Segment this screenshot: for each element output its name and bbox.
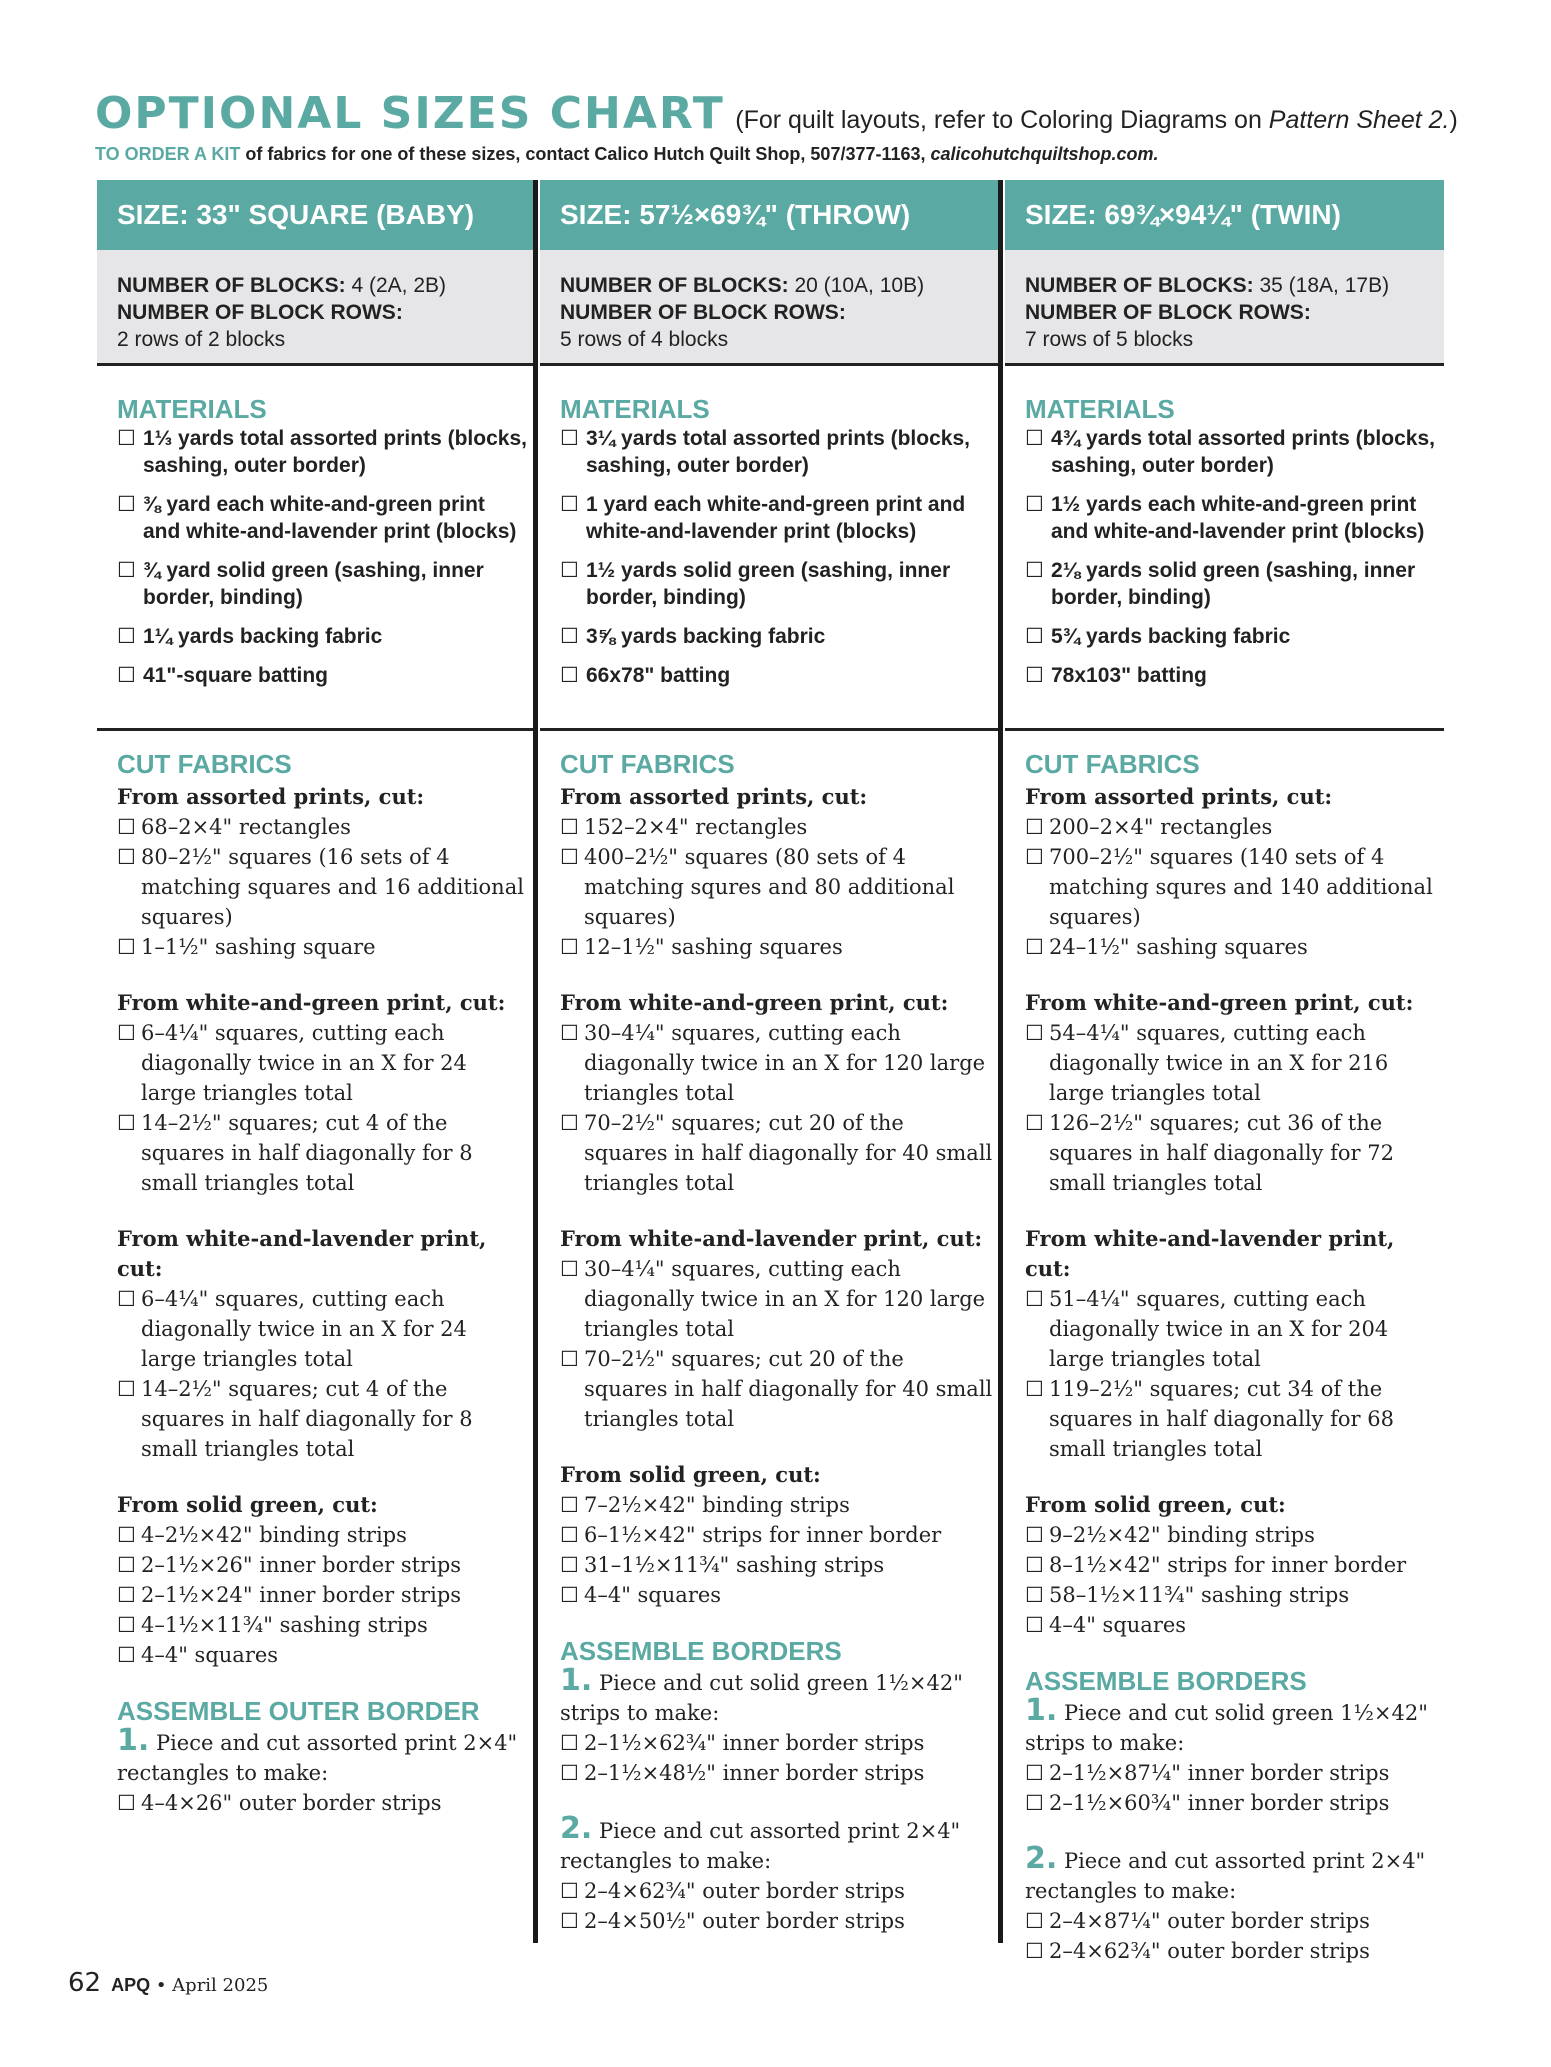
cut-item: [117, 1108, 533, 1198]
checkbox-icon[interactable]: ☐: [117, 1287, 136, 1311]
checkbox-icon[interactable]: ☐: [1025, 1939, 1044, 1963]
page-number: 62: [68, 1968, 102, 1998]
cut-item-text: 70–2½" squares; cut 20 of the squares in half diagonally for 40 small triangles total: [584, 1111, 993, 1195]
assemble-step: [540, 1663, 999, 1788]
step-number: 1.: [117, 1723, 150, 1758]
cut-item: [560, 1490, 999, 1520]
checkbox-icon[interactable]: ☐: [117, 625, 136, 648]
step-item: [560, 1758, 999, 1788]
cut-item-text: 54–4¼" squares, cutting each diagonally twice in an X for 216 large triangles total: [1049, 1021, 1389, 1105]
checkbox-icon[interactable]: ☐: [1025, 1613, 1044, 1637]
cut-item-text: 6–1½×42" strips for inner border: [584, 1523, 942, 1547]
cut-group: [1005, 988, 1444, 1198]
step-item-text: 2–4×87¼" outer border strips: [1049, 1909, 1370, 1933]
cut-item-text: 9–2½×42" binding strips: [1049, 1523, 1315, 1547]
size-header: SIZE: 69¾×94¼" (TWIN): [1005, 180, 1444, 250]
step-text: Piece and cut assorted print 2×4" rectangles to make:: [560, 1819, 961, 1873]
cut-group: [540, 988, 999, 1198]
step-number: 2.: [1025, 1841, 1058, 1876]
cut-item: [1025, 1520, 1444, 1550]
cut-item: [560, 1550, 999, 1580]
cut-item: [1025, 812, 1444, 842]
step-number: 2.: [560, 1811, 593, 1846]
cut-fabrics-section: [97, 731, 533, 1818]
page-title: OPTIONAL SIZES CHART: [95, 88, 725, 139]
checkbox-icon[interactable]: ☐: [1025, 845, 1044, 869]
cut-item: [1025, 842, 1444, 932]
cut-item-text: 68–2×4" rectangles: [141, 815, 351, 839]
cut-item-text: 2–1½×26" inner border strips: [141, 1553, 462, 1577]
checkbox-icon[interactable]: ☐: [1025, 664, 1044, 687]
cut-item-text: 4–4" squares: [141, 1643, 279, 1667]
cut-item: [117, 1284, 533, 1374]
assemble-title: ASSEMBLE BORDERS: [560, 1636, 842, 1666]
cut-item-text: 4–4" squares: [1049, 1613, 1187, 1637]
material-item: [117, 623, 533, 650]
cut-item-text: 4–1½×11¾" sashing strips: [141, 1613, 428, 1637]
checkbox-icon[interactable]: ☐: [560, 1347, 579, 1371]
order-kit-text: of fabrics for one of these sizes, contact Calico Hutch Quilt Shop, 507/377-1163,: [240, 144, 931, 164]
material-item: [560, 662, 999, 689]
step-item: [117, 1788, 533, 1818]
step-number: 1.: [1025, 1693, 1058, 1728]
checkbox-icon[interactable]: ☐: [1025, 1791, 1044, 1815]
step-item-text: 2–4×62¾" outer border strips: [584, 1879, 905, 1903]
checkbox-icon[interactable]: ☐: [560, 1257, 579, 1281]
material-text: 4¾ yards total assorted prints (blocks, sashing, outer border): [1051, 427, 1435, 477]
cut-item: [560, 1344, 999, 1434]
materials-title: MATERIALS: [1025, 394, 1175, 424]
cut-item: [560, 812, 999, 842]
cut-item-text: 14–2½" squares; cut 4 of the squares in half diagonally for 8 small triangles total: [141, 1377, 473, 1461]
block-count-value: 35 (18A, 17B): [1253, 274, 1390, 297]
cut-item-text: 4–4" squares: [584, 1583, 722, 1607]
step-item-text: 2–1½×62¾" inner border strips: [584, 1731, 925, 1755]
checkbox-icon[interactable]: ☐: [560, 935, 579, 959]
step-item: [560, 1876, 999, 1906]
checkbox-icon[interactable]: ☐: [1025, 625, 1044, 648]
material-text: 78x103" batting: [1051, 664, 1207, 687]
step-item: [1025, 1906, 1444, 1936]
cut-item-text: 119–2½" squares; cut 34 of the squares in half diagonally for 68 small triangles total: [1049, 1377, 1394, 1461]
cut-group-heading: From white-and-lavender print, cut:: [117, 1226, 487, 1281]
checkbox-icon[interactable]: ☐: [117, 845, 136, 869]
cut-item: [117, 812, 533, 842]
step-text: Piece and cut solid green 1½×42" strips to make:: [1025, 1701, 1428, 1755]
cut-group: [97, 988, 533, 1198]
step-item-text: 2–1½×87¼" inner border strips: [1049, 1761, 1390, 1785]
cut-group-heading: From white-and-green print, cut:: [117, 990, 506, 1015]
assemble-step: [1005, 1693, 1444, 1818]
material-text: ¾ yard solid green (sashing, inner border, binding): [143, 559, 484, 609]
material-text: 66x78" batting: [586, 664, 731, 687]
step-item-text: 2–1½×60¾" inner border strips: [1049, 1791, 1390, 1815]
material-item: [1025, 557, 1444, 611]
material-text: 41"-square batting: [143, 664, 328, 687]
checkbox-icon[interactable]: ☐: [117, 935, 136, 959]
title-note: [735, 106, 1458, 134]
column-twin: [1005, 180, 1444, 1992]
cut-item-text: 2–1½×24" inner border strips: [141, 1583, 462, 1607]
material-text: 1 yard each white-and-green print and white-and-lavender print (blocks): [586, 493, 966, 543]
cut-group: [540, 1224, 999, 1434]
block-rows-label: NUMBER OF BLOCK ROWS:: [117, 301, 403, 324]
cut-group: [97, 1224, 533, 1464]
cut-item-text: 400–2½" squares (80 sets of 4 matching squres and 80 additional squares): [584, 845, 955, 929]
cut-group-heading: From white-and-green print, cut:: [1025, 990, 1414, 1015]
cut-item-text: 12–1½" sashing squares: [584, 935, 843, 959]
material-text: 1½ yards solid green (sashing, inner border, binding): [586, 559, 951, 609]
material-item: [560, 557, 999, 611]
step-instruction: [560, 1663, 999, 1728]
checkbox-icon[interactable]: ☐: [117, 664, 136, 687]
cut-group-heading: From assorted prints, cut:: [117, 784, 425, 809]
cut-item-text: 4–2½×42" binding strips: [141, 1523, 407, 1547]
assemble-title: ASSEMBLE OUTER BORDER: [117, 1696, 480, 1726]
step-instruction: [1025, 1841, 1444, 1906]
material-text: ⅜ yard each white-and-green print and white-and-lavender print (blocks): [143, 493, 517, 543]
step-text: Piece and cut assorted print 2×4" rectangles to make:: [1025, 1849, 1426, 1903]
cut-item-text: 200–2×4" rectangles: [1049, 815, 1273, 839]
cut-item: [117, 1580, 533, 1610]
checkbox-icon[interactable]: ☐: [560, 1731, 579, 1755]
assemble-title: ASSEMBLE BORDERS: [1025, 1666, 1307, 1696]
step-item: [1025, 1758, 1444, 1788]
block-count-panel: [97, 250, 533, 366]
step-item: [1025, 1936, 1444, 1966]
cut-item-text: 24–1½" sashing squares: [1049, 935, 1308, 959]
cut-group: [1005, 1490, 1444, 1640]
step-text: Piece and cut assorted print 2×4" rectangles to make:: [117, 1731, 518, 1785]
assemble-step: [540, 1811, 999, 1936]
cut-item: [117, 1610, 533, 1640]
column-throw: [540, 180, 999, 1962]
step-item-text: 2–4×62¾" outer border strips: [1049, 1939, 1370, 1963]
checkbox-icon[interactable]: ☐: [560, 1879, 579, 1903]
material-text: 1½ yards each white-and-green print and white-and-lavender print (blocks): [1051, 493, 1425, 543]
step-instruction: [117, 1723, 533, 1788]
materials-section: [540, 366, 999, 731]
title-note-text: (For quilt layouts, refer to Coloring Diagrams on: [735, 106, 1269, 134]
cut-item-text: 58–1½×11¾" sashing strips: [1049, 1583, 1350, 1607]
checkbox-icon[interactable]: ☐: [117, 427, 136, 450]
checkbox-icon[interactable]: ☐: [1025, 1111, 1044, 1135]
cut-item: [1025, 1284, 1444, 1374]
cut-fabrics-section: [1005, 731, 1444, 1966]
block-count-panel: [540, 250, 999, 366]
checkbox-icon[interactable]: ☐: [117, 815, 136, 839]
cut-group-heading: From assorted prints, cut:: [1025, 784, 1333, 809]
material-item: [560, 491, 999, 545]
cut-item: [560, 842, 999, 932]
cut-item-text: 152–2×4" rectangles: [584, 815, 808, 839]
cut-item: [117, 842, 533, 932]
cut-group: [540, 1460, 999, 1610]
cut-group-heading: From white-and-lavender print, cut:: [560, 1226, 983, 1251]
step-text: Piece and cut solid green 1½×42" strips to make:: [560, 1671, 963, 1725]
cut-item: [560, 1108, 999, 1198]
step-instruction: [1025, 1693, 1444, 1758]
material-text: 1⅓ yards total assorted prints (blocks, sashing, outer border): [143, 427, 527, 477]
assemble-step: [97, 1723, 533, 1818]
checkbox-icon[interactable]: ☐: [1025, 1377, 1044, 1401]
cut-item: [560, 1580, 999, 1610]
checkbox-icon[interactable]: ☐: [1025, 1583, 1044, 1607]
block-count-label: NUMBER OF BLOCKS:: [117, 274, 346, 297]
checkbox-icon[interactable]: ☐: [560, 1583, 579, 1607]
checkbox-icon[interactable]: ☐: [1025, 493, 1044, 516]
cut-item-text: 70–2½" squares; cut 20 of the squares in half diagonally for 40 small triangles total: [584, 1347, 993, 1431]
magazine-name: APQ: [111, 1975, 151, 1995]
size-header: SIZE: 33" SQUARE (BABY): [97, 180, 533, 250]
block-count-line: [1025, 272, 1444, 299]
material-item: [1025, 662, 1444, 689]
cut-item-text: 1–1½" sashing square: [141, 935, 376, 959]
cut-item-text: 126–2½" squares; cut 36 of the squares in half diagonally for 72 small triangles total: [1049, 1111, 1394, 1195]
cut-item-text: 700–2½" squares (140 sets of 4 matching squres and 140 additional squares): [1049, 845, 1433, 929]
checkbox-icon[interactable]: ☐: [560, 493, 579, 516]
cut-item-text: 7–2½×42" binding strips: [584, 1493, 850, 1517]
title-note-close: ): [1449, 106, 1458, 134]
cut-item-text: 8–1½×42" strips for inner border: [1049, 1553, 1407, 1577]
material-item: [1025, 425, 1444, 479]
cut-item: [117, 932, 533, 962]
checkbox-icon[interactable]: ☐: [1025, 427, 1044, 450]
materials-section: [1005, 366, 1444, 731]
material-item: [117, 662, 533, 689]
block-rows-value: 7 rows of 5 blocks: [1025, 328, 1194, 351]
cut-item: [560, 1520, 999, 1550]
material-item: [560, 425, 999, 479]
cut-item: [1025, 1550, 1444, 1580]
cut-group-heading: From white-and-lavender print, cut:: [1025, 1226, 1395, 1281]
checkbox-icon[interactable]: ☐: [560, 815, 579, 839]
checkbox-icon[interactable]: ☐: [1025, 1021, 1044, 1045]
checkbox-icon[interactable]: ☐: [1025, 815, 1044, 839]
checkbox-icon[interactable]: ☐: [560, 1021, 579, 1045]
chart-heading: [95, 88, 1495, 139]
material-text: 3⅝ yards backing fabric: [586, 625, 826, 648]
checkbox-icon[interactable]: ☐: [560, 625, 579, 648]
cut-group-heading: From solid green, cut:: [560, 1462, 821, 1487]
block-count-label: NUMBER OF BLOCKS:: [1025, 274, 1254, 297]
cut-item: [117, 1550, 533, 1580]
checkbox-icon[interactable]: ☐: [117, 1643, 136, 1667]
material-text: 2⅛ yards solid green (sashing, inner border, binding): [1051, 559, 1416, 609]
checkbox-icon[interactable]: ☐: [1025, 935, 1044, 959]
checkbox-icon[interactable]: ☐: [1025, 1761, 1044, 1785]
material-item: [117, 425, 533, 479]
block-rows-value: 5 rows of 4 blocks: [560, 328, 729, 351]
step-item-text: 2–1½×48½" inner border strips: [584, 1761, 925, 1785]
cut-group-heading: From white-and-green print, cut:: [560, 990, 949, 1015]
cut-fabrics-title: CUT FABRICS: [560, 749, 735, 779]
checkbox-icon[interactable]: ☐: [560, 845, 579, 869]
material-item: [560, 623, 999, 650]
material-item: [1025, 623, 1444, 650]
block-count-panel: [1005, 250, 1444, 366]
column-divider: [533, 180, 538, 1943]
block-rows-value: 2 rows of 2 blocks: [117, 328, 286, 351]
checkbox-icon[interactable]: ☐: [560, 1111, 579, 1135]
checkbox-icon[interactable]: ☐: [117, 493, 136, 516]
cut-group: [97, 1490, 533, 1670]
material-item: [1025, 491, 1444, 545]
block-count-value: 20 (10A, 10B): [788, 274, 925, 297]
checkbox-icon[interactable]: ☐: [117, 1613, 136, 1637]
materials-title: MATERIALS: [560, 394, 710, 424]
cut-group-heading: From solid green, cut:: [117, 1492, 378, 1517]
checkbox-icon[interactable]: ☐: [560, 1909, 579, 1933]
checkbox-icon[interactable]: ☐: [117, 1111, 136, 1135]
materials-title: MATERIALS: [117, 394, 267, 424]
step-number: 1.: [560, 1663, 593, 1698]
block-rows-label: NUMBER OF BLOCK ROWS:: [1025, 301, 1311, 324]
block-rows-label: NUMBER OF BLOCK ROWS:: [560, 301, 846, 324]
cut-item: [1025, 1610, 1444, 1640]
column-baby: [97, 180, 533, 1844]
cut-group: [1005, 782, 1444, 962]
checkbox-icon[interactable]: ☐: [117, 1523, 136, 1547]
step-item: [1025, 1788, 1444, 1818]
cut-fabrics-title: CUT FABRICS: [1025, 749, 1200, 779]
cut-fabrics-section: [540, 731, 999, 1936]
step-item-text: 2–4×50½" outer border strips: [584, 1909, 905, 1933]
cut-group: [97, 782, 533, 962]
cut-group: [1005, 1224, 1444, 1464]
title-note-italic: Pattern Sheet 2.: [1268, 106, 1450, 134]
checkbox-icon[interactable]: ☐: [560, 1523, 579, 1547]
cut-group-heading: From assorted prints, cut:: [560, 784, 868, 809]
cut-item-text: 30–4¼" squares, cutting each diagonally twice in an X for 120 large triangles total: [584, 1021, 986, 1105]
checkbox-icon[interactable]: ☐: [117, 1021, 136, 1045]
checkbox-icon[interactable]: ☐: [560, 1553, 579, 1577]
assemble-step: [1005, 1841, 1444, 1966]
page-footer: [68, 1968, 268, 1998]
material-text: 3¼ yards total assorted prints (blocks, sashing, outer border): [586, 427, 970, 477]
cut-item: [117, 1018, 533, 1108]
checkbox-icon[interactable]: ☐: [560, 559, 579, 582]
checkbox-icon[interactable]: ☐: [1025, 559, 1044, 582]
checkbox-icon[interactable]: ☐: [117, 1377, 136, 1401]
cut-item: [1025, 1108, 1444, 1198]
cut-item-text: 14–2½" squares; cut 4 of the squares in half diagonally for 8 small triangles total: [141, 1111, 473, 1195]
size-header: SIZE: 57½×69¾" (THROW): [540, 180, 999, 250]
cut-fabrics-title: CUT FABRICS: [117, 749, 292, 779]
cut-item-text: 30–4¼" squares, cutting each diagonally twice in an X for 120 large triangles total: [584, 1257, 986, 1341]
step-instruction: [560, 1811, 999, 1876]
materials-section: [97, 366, 533, 731]
block-count-label: NUMBER OF BLOCKS:: [560, 274, 789, 297]
step-item: [560, 1728, 999, 1758]
step-item-text: 4–4×26" outer border strips: [141, 1791, 442, 1815]
cut-item-text: 6–4¼" squares, cutting each diagonally twice in an X for 24 large triangles total: [141, 1021, 467, 1105]
order-kit-line: [95, 144, 1159, 165]
column-divider: [998, 180, 1003, 1943]
checkbox-icon[interactable]: ☐: [1025, 1523, 1044, 1547]
cut-item-text: 6–4¼" squares, cutting each diagonally twice in an X for 24 large triangles total: [141, 1287, 467, 1371]
cut-item: [1025, 932, 1444, 962]
cut-item: [560, 1018, 999, 1108]
cut-item: [117, 1374, 533, 1464]
material-text: 5¾ yards backing fabric: [1051, 625, 1291, 648]
checkbox-icon[interactable]: ☐: [560, 664, 579, 687]
cut-item-text: 31–1½×11¾" sashing strips: [584, 1553, 885, 1577]
cut-item-text: 80–2½" squares (16 sets of 4 matching squares and 16 additional squares): [141, 845, 524, 929]
checkbox-icon[interactable]: ☐: [117, 1583, 136, 1607]
cut-item: [560, 1254, 999, 1344]
shop-website-link[interactable]: calicohutchquiltshop.com.: [930, 144, 1159, 164]
cut-item: [1025, 1580, 1444, 1610]
material-item: [117, 557, 533, 611]
cut-item: [560, 932, 999, 962]
cut-group-heading: From solid green, cut:: [1025, 1492, 1286, 1517]
block-count-value: 4 (2A, 2B): [345, 274, 447, 297]
step-item: [560, 1906, 999, 1936]
order-kit-label: TO ORDER A KIT: [95, 144, 241, 164]
block-count-line: [117, 272, 533, 299]
checkbox-icon[interactable]: ☐: [117, 1791, 136, 1815]
checkbox-icon[interactable]: ☐: [1025, 1553, 1044, 1577]
cut-item: [117, 1640, 533, 1670]
checkbox-icon[interactable]: ☐: [1025, 1909, 1044, 1933]
cut-item-text: 51–4¼" squares, cutting each diagonally twice in an X for 204 large triangles total: [1049, 1287, 1389, 1371]
checkbox-icon[interactable]: ☐: [117, 559, 136, 582]
checkbox-icon[interactable]: ☐: [117, 1553, 136, 1577]
material-item: [117, 491, 533, 545]
footer-separator: •: [150, 1975, 173, 1996]
material-text: 1¼ yards backing fabric: [143, 625, 383, 648]
checkbox-icon[interactable]: ☐: [560, 427, 579, 450]
cut-item: [117, 1520, 533, 1550]
checkbox-icon[interactable]: ☐: [560, 1493, 579, 1517]
checkbox-icon[interactable]: ☐: [560, 1761, 579, 1785]
cut-item: [1025, 1018, 1444, 1108]
issue-date: April 2025: [172, 1975, 269, 1996]
cut-item: [1025, 1374, 1444, 1464]
cut-group: [540, 782, 999, 962]
checkbox-icon[interactable]: ☐: [1025, 1287, 1044, 1311]
block-count-line: [560, 272, 999, 299]
